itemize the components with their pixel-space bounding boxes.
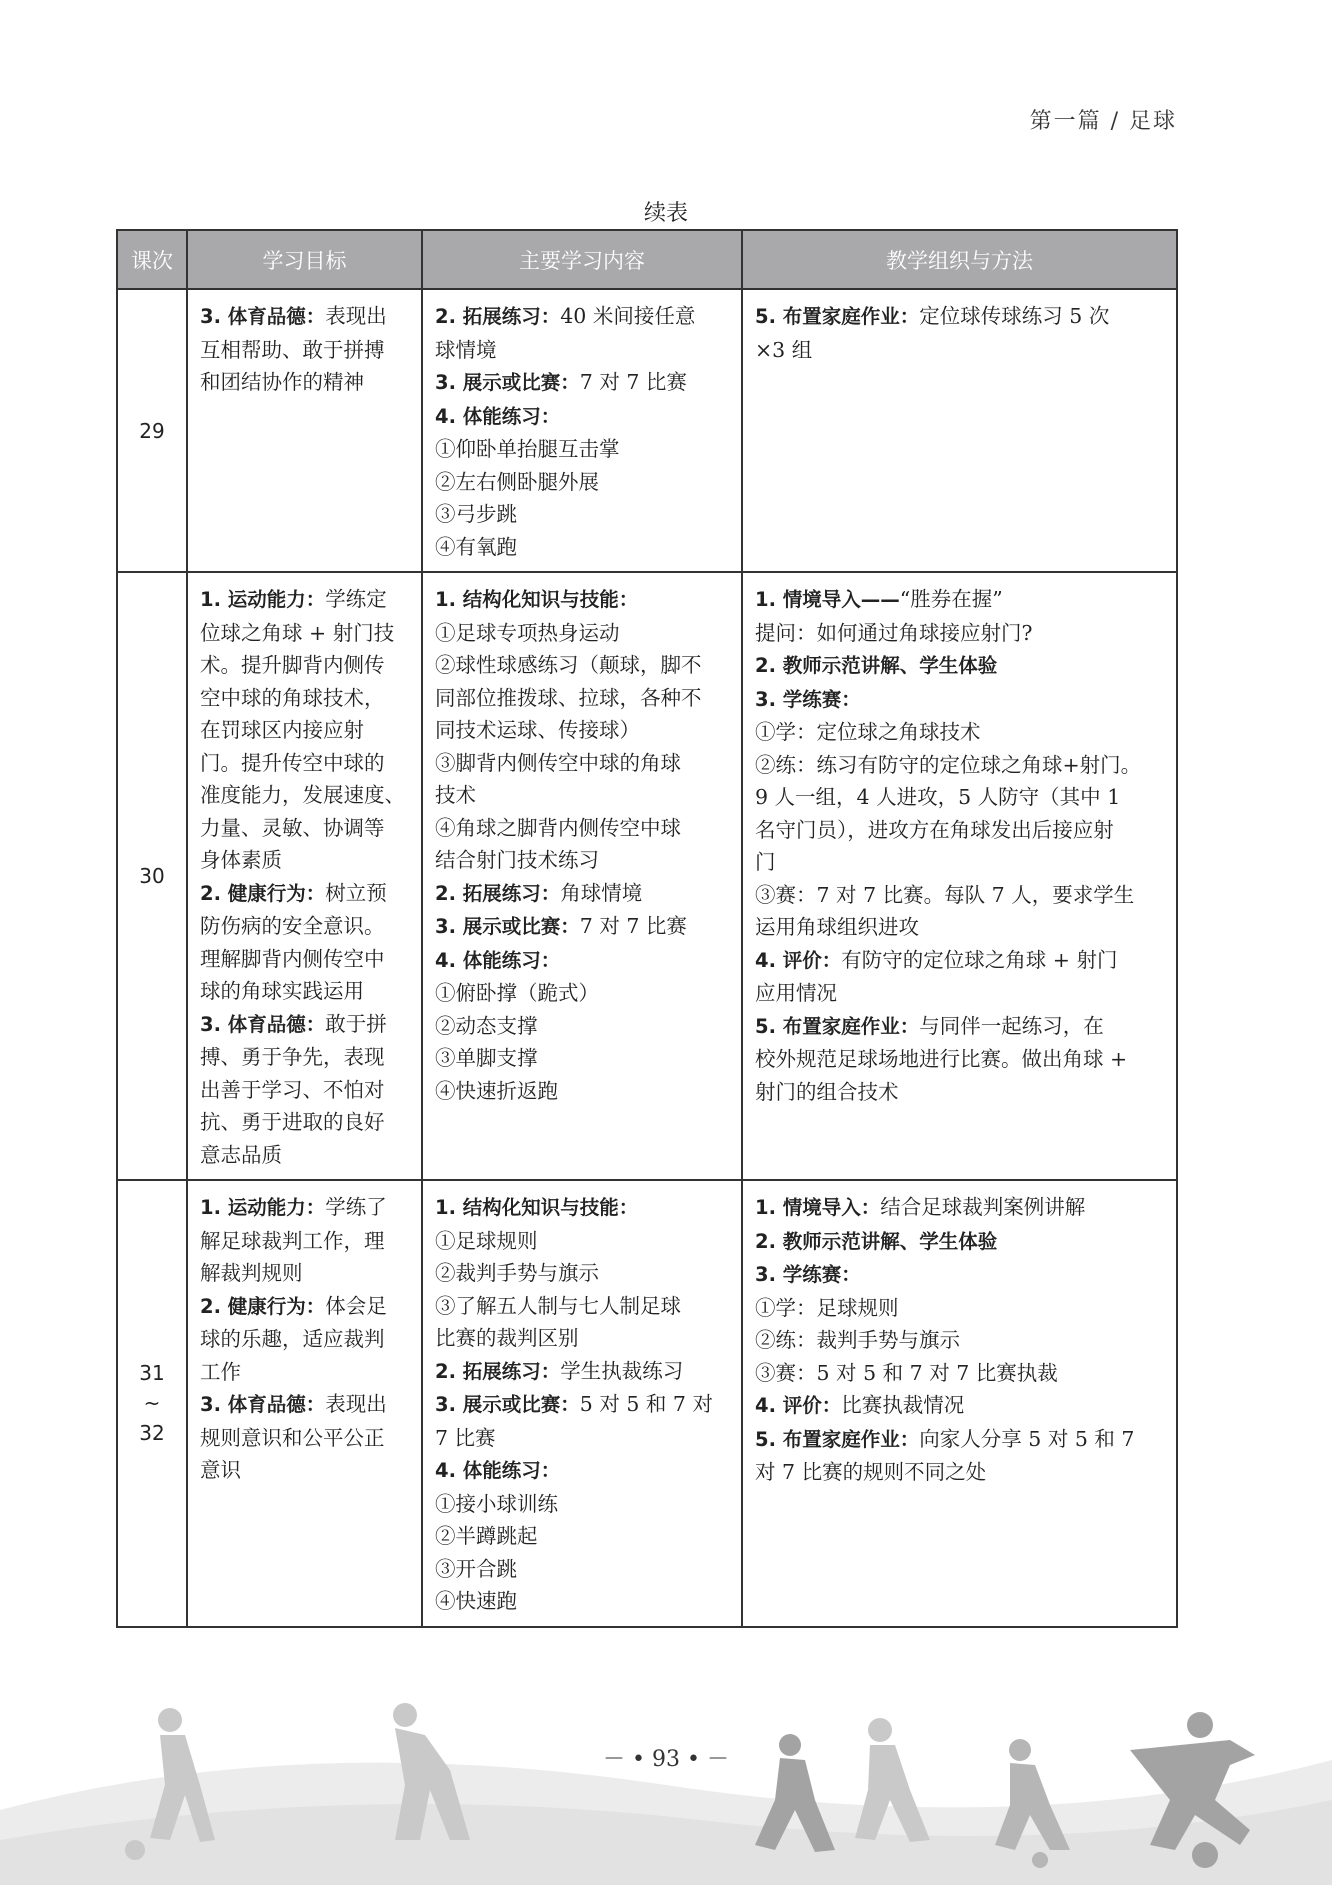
method-cell — [742, 289, 1177, 572]
cell-line-label: 1. 情境导入： — [755, 1196, 881, 1219]
cell-line-text: ③开合跳 — [435, 1556, 517, 1581]
cell-line — [200, 1388, 411, 1422]
cell-line-text: 表现出 — [325, 1392, 387, 1416]
method-cell — [742, 1180, 1177, 1627]
cell-line-text: ③赛：7 对 7 比赛。每队 7 人，要求学生 — [755, 882, 1135, 907]
cell-line-label: 2. 健康行为： — [200, 881, 326, 905]
cell-line — [435, 1257, 731, 1290]
cell-line — [755, 716, 1166, 749]
cell-line — [435, 747, 731, 780]
cell-line-text: 7 对 7 比赛 — [579, 914, 687, 938]
cell-line-text: ①学：定位球之角球技术 — [755, 720, 981, 744]
cell-line — [200, 1106, 411, 1139]
cell-line-text: ①俯卧撑（跪式） — [435, 981, 599, 1005]
goals-cell — [187, 572, 422, 1180]
cell-line — [200, 1422, 411, 1455]
cell-line — [755, 846, 1166, 879]
cell-line — [435, 1422, 731, 1455]
cell-line — [200, 1257, 411, 1290]
page-number: － • 93 • － — [603, 1747, 729, 1772]
cell-line — [755, 334, 1166, 367]
cell-line — [755, 1225, 1166, 1259]
cell-line — [755, 749, 1166, 782]
cell-line-text: 7 比赛 — [435, 1425, 496, 1450]
cell-line-text: 抗、勇于进取的良好 — [200, 1110, 385, 1134]
cell-line-text: 技术 — [435, 783, 476, 807]
cell-line-text: ④快速折返跑 — [435, 1078, 558, 1103]
cell-line-text: ②球性球感练习（颠球，脚不 — [435, 653, 702, 677]
table-row — [117, 572, 1177, 1180]
cell-line-text: 应用情况 — [755, 981, 837, 1005]
cell-line-text: 学练了 — [325, 1195, 387, 1219]
cell-line — [435, 1225, 731, 1258]
cell-line — [200, 649, 411, 682]
cell-line-text: 防伤病的安全意识。 — [200, 914, 385, 938]
content-cell — [422, 289, 742, 572]
cell-line-text: 意识 — [200, 1458, 241, 1482]
cell-line-text: 搏、勇于争先，表现 — [200, 1045, 385, 1069]
cell-line-text: 理解脚背内侧传空中 — [200, 946, 385, 971]
cell-line — [435, 1010, 731, 1043]
cell-line — [435, 1355, 731, 1389]
cell-line — [755, 1258, 1166, 1292]
cell-line — [435, 977, 731, 1010]
cell-line-text: ①足球规则 — [435, 1228, 538, 1253]
cell-line-text: 向家人分享 5 对 5 和 7 — [919, 1426, 1135, 1451]
cell-line-text: ④有氧跑 — [435, 534, 517, 559]
cell-line-label: 3. 展示或比赛： — [435, 915, 580, 938]
cell-line-text: ③了解五人制与七人制足球 — [435, 1293, 681, 1318]
cell-line — [755, 1076, 1166, 1109]
header-goals: 学习目标 — [187, 230, 422, 289]
cell-line — [435, 910, 731, 944]
lesson-number: 30 — [117, 572, 187, 1180]
cell-line-text: 在罚球区内接应射 — [200, 718, 364, 742]
cell-line — [435, 812, 731, 845]
cell-line-text: 名守门员），进攻方在角球发出后接应射 — [755, 817, 1114, 842]
table-caption: 续表 — [643, 201, 688, 226]
cell-line-label: 3. 体育品德： — [200, 305, 326, 328]
cell-line-text: 对 7 比赛的规则不同之处 — [755, 1460, 987, 1484]
cell-line — [755, 1357, 1166, 1390]
cell-line-text: ②半蹲跳起 — [435, 1524, 538, 1548]
cell-line-text: 定位球传球练习 5 次 — [919, 304, 1110, 328]
goals-cell — [187, 289, 422, 572]
cell-line — [200, 1074, 411, 1107]
cell-line-text: ①仰卧单抬腿互击掌 — [435, 437, 620, 461]
cell-line-text: ①接小球训练 — [435, 1491, 558, 1516]
cell-line-text: ×3 组 — [755, 337, 813, 362]
cell-line-text: 结合射门技术练习 — [435, 848, 599, 872]
cell-line-text: 射门的组合技术 — [755, 1079, 899, 1104]
cell-line — [200, 779, 411, 812]
cell-line-text: 比赛执裁情况 — [841, 1393, 965, 1417]
header-content: 主要学习内容 — [422, 230, 742, 289]
cell-line — [200, 300, 411, 334]
table-row — [117, 1180, 1177, 1627]
cell-line — [435, 649, 731, 682]
cell-line — [200, 1356, 411, 1389]
cell-line-text: ②练：裁判手势与旗示 — [755, 1328, 960, 1352]
method-cell — [742, 572, 1177, 1180]
cell-line — [755, 300, 1166, 334]
cell-line — [435, 300, 731, 334]
cell-line — [435, 877, 731, 911]
cell-line-text: 有防守的定位球之角球 + 射门 — [841, 947, 1118, 972]
cell-line-text: 学生执裁练习 — [560, 1358, 684, 1383]
lesson-plan-table — [116, 229, 1178, 1628]
cell-line-text: 同部位推拨球、拉球，各种不 — [435, 685, 702, 710]
cell-line — [200, 1225, 411, 1258]
cell-line-text: 门。提升传空中球的 — [200, 750, 385, 775]
cell-line-text: ③单脚支撑 — [435, 1046, 538, 1070]
cell-line — [435, 531, 731, 564]
cell-line — [435, 1454, 731, 1488]
cell-line-text: 准度能力，发展速度、 — [200, 783, 405, 807]
cell-line — [755, 1292, 1166, 1325]
cell-line-label: 1. 结构化知识与技能： — [435, 588, 639, 611]
cell-line-label: 3. 展示或比赛： — [435, 371, 580, 394]
cell-line — [435, 617, 731, 650]
header-method: 教学组织与方法 — [742, 230, 1177, 289]
cell-line-text: 门 — [755, 850, 776, 874]
cell-line — [200, 583, 411, 617]
cell-line — [435, 366, 731, 400]
cell-line — [435, 334, 731, 367]
cell-line — [755, 1010, 1166, 1044]
cell-line-label: 2. 拓展练习： — [435, 881, 561, 905]
cell-line-text: 球情境 — [435, 337, 497, 362]
cell-line — [435, 779, 731, 812]
content-cell — [422, 1180, 742, 1627]
cell-line-text: ③赛：5 对 5 和 7 对 7 比赛执裁 — [755, 1360, 1058, 1385]
cell-line-text: 树立预 — [325, 880, 387, 905]
cell-line-text: 解裁判规则 — [200, 1261, 303, 1285]
cell-line-label: 2. 教师示范讲解、学生体验 — [755, 654, 998, 677]
cell-line-label: 2. 健康行为： — [200, 1294, 326, 1318]
cell-line — [755, 1389, 1166, 1423]
cell-line — [755, 944, 1166, 978]
cell-line-label: 3. 体育品德： — [200, 1012, 326, 1036]
cell-line-text: 7 对 7 比赛 — [579, 370, 687, 394]
cell-line-text: 术。提升脚背内侧传 — [200, 653, 385, 677]
cell-line-label: 3. 学练赛： — [755, 1263, 861, 1286]
cell-line-text: 出善于学习、不怕对 — [200, 1077, 385, 1102]
cell-line-label: 1. 运动能力： — [200, 1196, 326, 1219]
cell-line — [200, 682, 411, 715]
cell-line — [435, 714, 731, 747]
cell-line — [755, 879, 1166, 912]
cell-line — [435, 1553, 731, 1586]
cell-line-text: 解足球裁判工作，理 — [200, 1228, 385, 1253]
cell-line-label: 3. 学练赛： — [755, 687, 861, 711]
cell-line-text: 学练定 — [325, 587, 387, 611]
cell-line — [435, 844, 731, 877]
cell-line — [435, 682, 731, 715]
cell-line — [200, 1454, 411, 1487]
cell-line — [200, 1008, 411, 1042]
cell-line-text: 40 米间接任意 — [560, 304, 696, 328]
cell-line-label: 4. 体能练习： — [435, 948, 561, 972]
cell-line-text: 9 人一组，4 人进攻，5 人防守（其中 1 — [755, 785, 1121, 809]
footer-soccer-silhouettes — [0, 1690, 1332, 1885]
cell-line-label: 4. 体能练习： — [435, 1459, 561, 1482]
cell-line-label: 4. 体能练习： — [435, 404, 561, 428]
cell-line-label: 5. 布置家庭作业： — [755, 305, 920, 328]
content-cell — [422, 572, 742, 1180]
cell-line — [200, 975, 411, 1008]
cell-line — [435, 433, 731, 466]
cell-line-text: 和团结协作的精神 — [200, 370, 364, 394]
cell-line-text: 力量、灵敏、协调等 — [200, 815, 385, 840]
cell-line-text: 意志品质 — [200, 1142, 282, 1167]
cell-line — [435, 944, 731, 978]
cell-line-text: 球的角球实践运用 — [200, 979, 364, 1003]
cell-line — [435, 583, 731, 617]
cell-line-text: 规则意识和公平公正 — [200, 1425, 385, 1450]
cell-line — [435, 1290, 731, 1323]
cell-line — [435, 1488, 731, 1521]
cell-line-text: 5 对 5 和 7 对 — [579, 1392, 713, 1416]
cell-line-label: 1. 情境导入—— — [755, 588, 900, 611]
cell-line — [200, 1139, 411, 1172]
cell-line-label: 2. 拓展练习： — [435, 1359, 561, 1383]
cell-line-text: 空中球的角球技术， — [200, 685, 385, 710]
cell-line — [435, 1520, 731, 1553]
cell-line-label: 2. 拓展练习： — [435, 305, 561, 328]
cell-line-text: 运用角球组织进攻 — [755, 915, 919, 939]
cell-line-text: ④角球之脚背内侧传空中球 — [435, 815, 681, 840]
cell-line-text: 表现出 — [325, 304, 387, 328]
lesson-number: 29 — [117, 289, 187, 572]
cell-line-label: 1. 结构化知识与技能： — [435, 1196, 639, 1219]
cell-line — [200, 910, 411, 943]
cell-line — [755, 1043, 1166, 1076]
goals-cell — [187, 1180, 422, 1627]
cell-line — [435, 1585, 731, 1618]
cell-line — [200, 334, 411, 367]
cell-line — [755, 1324, 1166, 1357]
cell-line — [200, 812, 411, 845]
lesson-number: 31 ~ 32 — [117, 1180, 187, 1627]
cell-line-text: ②动态支撑 — [435, 1013, 538, 1038]
cell-line — [200, 1041, 411, 1074]
cell-line-text: 身体素质 — [200, 848, 282, 872]
cell-line-text: 与同伴一起练习，在 — [919, 1013, 1104, 1038]
cell-line — [755, 1191, 1166, 1225]
cell-line-text: ④快速跑 — [435, 1589, 517, 1613]
cell-line-text: ③弓步跳 — [435, 502, 517, 526]
cell-line-text: 提问：如何通过角球接应射门? — [755, 620, 1033, 645]
table-header-row — [117, 230, 1177, 289]
cell-line — [435, 466, 731, 499]
cell-line — [755, 649, 1166, 683]
cell-line-text: ③脚背内侧传空中球的角球 — [435, 750, 681, 775]
cell-line-text: ②裁判手势与旗示 — [435, 1261, 599, 1285]
cell-line-text: 互相帮助、敢于拼搏 — [200, 337, 385, 362]
header-lesson: 课次 — [117, 230, 187, 289]
table-row — [117, 289, 1177, 572]
cell-line — [200, 1323, 411, 1356]
cell-line — [200, 747, 411, 780]
cell-line — [755, 1456, 1166, 1489]
cell-line-label: 4. 评价： — [755, 1394, 842, 1417]
cell-line-text: ①足球专项热身运动 — [435, 620, 620, 645]
cell-line — [755, 977, 1166, 1010]
cell-line — [435, 1388, 731, 1422]
cell-line — [755, 1423, 1166, 1457]
cell-line-text: 位球之角球 + 射门技 — [200, 620, 395, 645]
cell-line-text: 校外规范足球场地进行比赛。做出角球 + — [755, 1047, 1128, 1071]
cell-line — [200, 714, 411, 747]
section-header: 第一篇 / 足球 — [1029, 109, 1177, 134]
cell-line — [755, 583, 1166, 617]
cell-line — [200, 366, 411, 399]
cell-line — [435, 400, 731, 434]
cell-line — [755, 781, 1166, 814]
cell-line — [200, 877, 411, 911]
cell-line — [435, 1191, 731, 1225]
cell-line-text: 同技术运球、传接球） — [435, 718, 640, 742]
cell-line-text: 角球情境 — [560, 880, 643, 905]
cell-line-text: 敢于拼 — [325, 1011, 387, 1036]
cell-line — [435, 498, 731, 531]
cell-line-text: 球的乐趣，适应裁判 — [200, 1327, 385, 1351]
cell-line — [200, 943, 411, 976]
cell-line-label: 4. 评价： — [755, 948, 842, 972]
cell-line — [200, 1191, 411, 1225]
cell-line-label: 1. 运动能力： — [200, 588, 326, 611]
cell-line-text: 结合足球裁判案例讲解 — [880, 1195, 1086, 1219]
cell-line — [200, 617, 411, 650]
cell-line-label: 2. 教师示范讲解、学生体验 — [755, 1229, 998, 1253]
cell-line-text: ②练：练习有防守的定位球之角球+射门。 — [755, 752, 1142, 777]
cell-line-label: 5. 布置家庭作业： — [755, 1014, 920, 1038]
cell-line — [435, 1322, 731, 1355]
cell-line — [435, 1075, 731, 1108]
cell-line — [200, 844, 411, 877]
cell-line-label: 3. 展示或比赛： — [435, 1393, 580, 1416]
cell-line-text: ②左右侧卧腿外展 — [435, 469, 599, 494]
cell-line-text: 工作 — [200, 1359, 241, 1384]
cell-line-text: 体会足 — [325, 1293, 387, 1318]
cell-line-text: ①学：足球规则 — [755, 1295, 899, 1320]
cell-line-label: 5. 布置家庭作业： — [755, 1427, 920, 1451]
cell-line — [755, 683, 1166, 717]
cell-line-label: 3. 体育品德： — [200, 1393, 326, 1416]
cell-line-text: “胜券在握” — [899, 587, 1003, 611]
cell-line — [755, 814, 1166, 847]
cell-line — [755, 617, 1166, 650]
cell-line — [755, 911, 1166, 944]
cell-line-text: 比赛的裁判区别 — [435, 1326, 579, 1350]
cell-line — [435, 1042, 731, 1075]
cell-line — [200, 1290, 411, 1324]
